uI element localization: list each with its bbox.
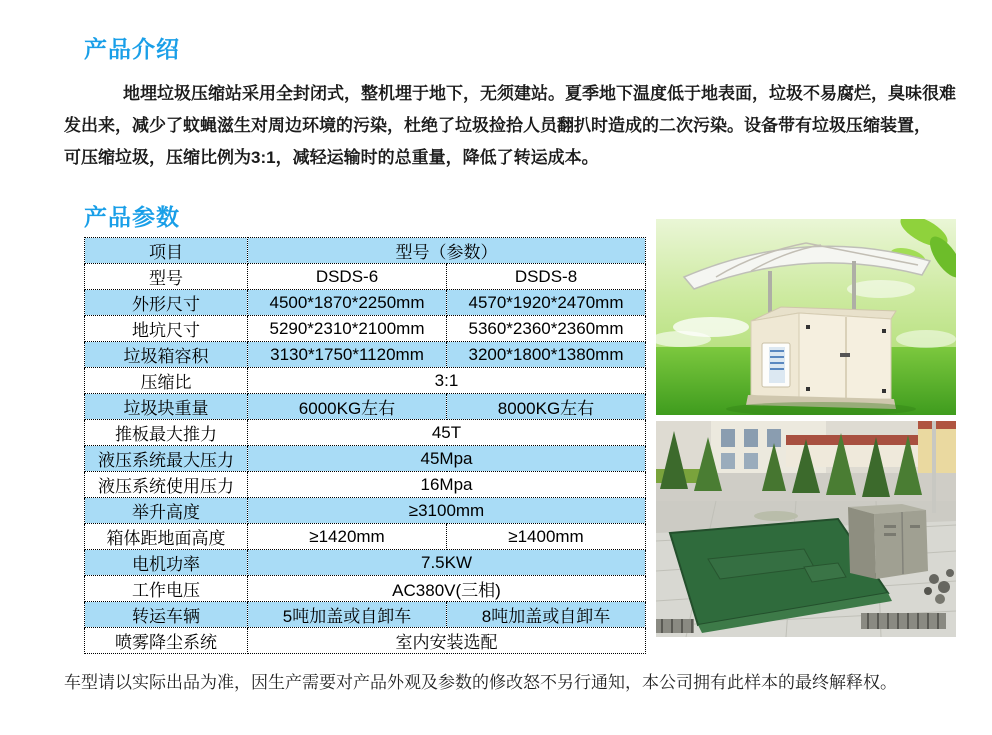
row-label: 型号	[85, 264, 248, 290]
row-label: 喷雾降尘系统	[85, 628, 248, 654]
header-cell-item: 项目	[85, 238, 248, 264]
table-row-push-force	[85, 420, 646, 446]
row-span-value: 16Mpa	[248, 472, 646, 498]
table-row-outer-size	[85, 290, 646, 316]
product-photo-installed	[656, 421, 956, 637]
row-span-value: 7.5KW	[248, 550, 646, 576]
footer-disclaimer: 车型请以实际出品为准，因生产需要对产品外观及参数的修改怒不另行通知，本公司拥有此样本的最终解释权。	[64, 673, 897, 692]
row-label: 举升高度	[85, 498, 248, 524]
row-value-2: 8吨加盖或自卸车	[447, 602, 646, 628]
intro-section-title: 产品介绍	[84, 36, 180, 62]
row-span-value: 45Mpa	[248, 446, 646, 472]
intro-line-2: 发出来，减少了蚊蝇滋生对周边环境的污染，杜绝了垃圾捡拾人员翻扒时造成的二次污染。设备带有垃圾压缩装置，	[64, 116, 931, 135]
row-span-value: 45T	[248, 420, 646, 446]
installed-photo-illustration	[656, 421, 956, 637]
table-row-spray-system	[85, 628, 646, 654]
row-label: 箱体距地面高度	[85, 524, 248, 550]
row-value-1: 5290*2310*2100mm	[248, 316, 447, 342]
row-label: 地坑尺寸	[85, 316, 248, 342]
intro-line-1: 地埋垃圾压缩站采用全封闭式，整机埋于地下，无须建站。夏季地下温度低于地表面，垃圾不易腐烂，臭味很难	[123, 84, 956, 103]
row-value-2: 5360*2360*2360mm	[447, 316, 646, 342]
table-row-motor-power	[85, 550, 646, 576]
control-cabinet	[848, 504, 928, 579]
cabinet	[746, 307, 896, 409]
table-row-bin-volume	[85, 342, 646, 368]
row-value-1: 6000KG左右	[248, 394, 447, 420]
table-row-compress-ratio	[85, 368, 646, 394]
row-value-1: 3130*1750*1120mm	[248, 342, 447, 368]
row-span-value: AC380V(三相)	[248, 576, 646, 602]
row-value-2: ≥1400mm	[447, 524, 646, 550]
row-span-value: 室内安装选配	[248, 628, 646, 654]
table-row-box-height	[85, 524, 646, 550]
table-row-transfer-vehicle	[85, 602, 646, 628]
table-row-model	[85, 264, 646, 290]
row-value-2: 8000KG左右	[447, 394, 646, 420]
row-span-value: 3:1	[248, 368, 646, 394]
row-value-2: DSDS-8	[447, 264, 646, 290]
row-span-value: ≥3100mm	[248, 498, 646, 524]
intro-line-3: 可压缩垃圾，压缩比例为3:1，减轻运输时的总重量，降低了转运成本。	[64, 148, 599, 167]
params-section-title: 产品参数	[84, 204, 180, 230]
row-label: 液压系统最大压力	[85, 446, 248, 472]
table-row-pit-size	[85, 316, 646, 342]
table-row-voltage	[85, 576, 646, 602]
table-row-lift-height	[85, 498, 646, 524]
table-header-row	[85, 238, 646, 264]
row-value-2: 3200*1800*1380mm	[447, 342, 646, 368]
row-label: 工作电压	[85, 576, 248, 602]
row-value-2: 4570*1920*2470mm	[447, 290, 646, 316]
product-photo-canopy	[656, 219, 956, 415]
row-label: 压缩比	[85, 368, 248, 394]
row-label: 推板最大推力	[85, 420, 248, 446]
row-label: 电机功率	[85, 550, 248, 576]
row-label: 液压系统使用压力	[85, 472, 248, 498]
row-label: 垃圾块重量	[85, 394, 248, 420]
table-row-max-pressure	[85, 446, 646, 472]
row-label: 外形尺寸	[85, 290, 248, 316]
canopy-photo-illustration	[656, 219, 956, 415]
row-label: 垃圾箱容积	[85, 342, 248, 368]
table-row-work-pressure	[85, 472, 646, 498]
row-label: 转运车辆	[85, 602, 248, 628]
row-value-1: 5吨加盖或自卸车	[248, 602, 447, 628]
row-value-1: DSDS-6	[248, 264, 447, 290]
table-row-block-weight	[85, 394, 646, 420]
specs-table	[84, 237, 646, 654]
row-value-1: ≥1420mm	[248, 524, 447, 550]
header-cell-model: 型号（参数）	[248, 238, 646, 264]
row-value-1: 4500*1870*2250mm	[248, 290, 447, 316]
intro-paragraph	[64, 78, 956, 174]
